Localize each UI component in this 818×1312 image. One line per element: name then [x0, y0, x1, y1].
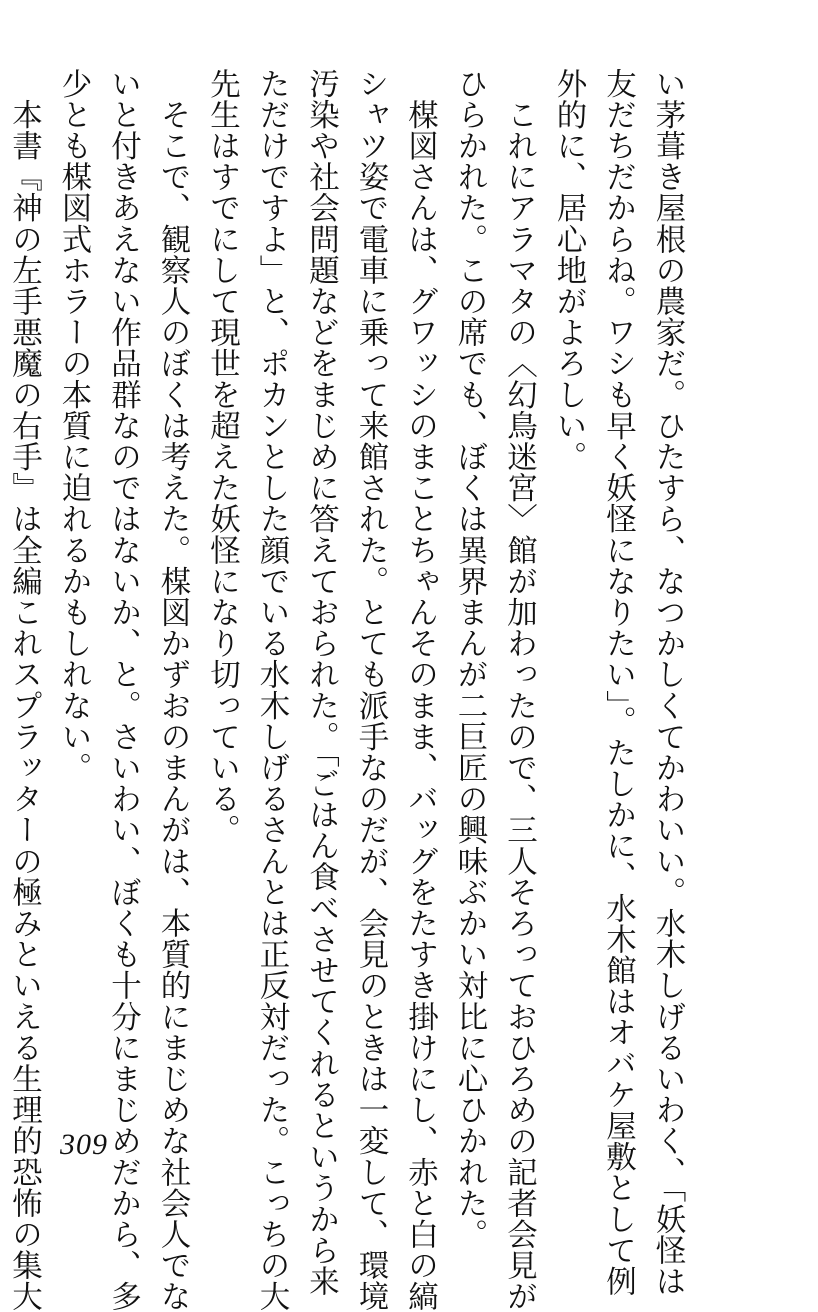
text-line-3: 外的に、居心地がよろしい。: [551, 68, 586, 473]
text-line-11: そこで、観察人のぼくは考えた。楳図かずおのまんがは、本質的にまじめな社会人でな: [155, 68, 190, 1312]
text-line-13: 少とも楳図式ホラーの本質に迫れるかもしれない。: [56, 68, 91, 784]
text-line-9: ただけですよ」と、ポカンとした顔でいる水木しげるさんとは正反対だった。こっちの大: [254, 68, 289, 1312]
text-line-6: 楳図さんは、グワッシのまことちゃんそのまま、バッグをたすき掛けにし、赤と白の縞: [402, 68, 438, 1312]
text-line-5: ひらかれた。この席でも、ぼくは異界まんが二巨匠の興味ぶかい対比に心ひかれた。: [452, 68, 487, 1250]
text-line-4: これにアラマタの〈幻鳥迷宮〉館が加わったので、三人そろっておひろめの記者会見が: [501, 68, 537, 1312]
text-line-1: い茅葺き屋根の農家だ。ひたすら、なつかしくてかわいい。水木しげるいわく、「妖怪は: [650, 68, 685, 1297]
text-line-2: 友だちだからね。ワシも早く妖怪になりたい」。たしかに、水木館はオバケ屋敷として例: [600, 68, 636, 1297]
text-line-12: いと付きあえない作品群なのではないか、と。さいわい、ぼくも十分にまじめだから、多: [105, 68, 141, 1312]
text-line-8: 汚染や社会問題などをまじめに答えておられた。「ごはん食べさせてくれるというから来: [303, 68, 339, 1297]
text-line-10: 先生はすでにして現世を超えた妖怪になり切っている。: [204, 68, 240, 846]
page-number: 309: [60, 1128, 108, 1161]
text-line-14: 本書『神の左手悪魔の右手』は全編これスプラッターの極みといえる生理的恐怖の集大: [6, 68, 42, 1312]
text-line-7: シャツ姿で電車に乗って来館された。とても派手なのだが、会見のときは一変して、環境: [353, 68, 388, 1312]
